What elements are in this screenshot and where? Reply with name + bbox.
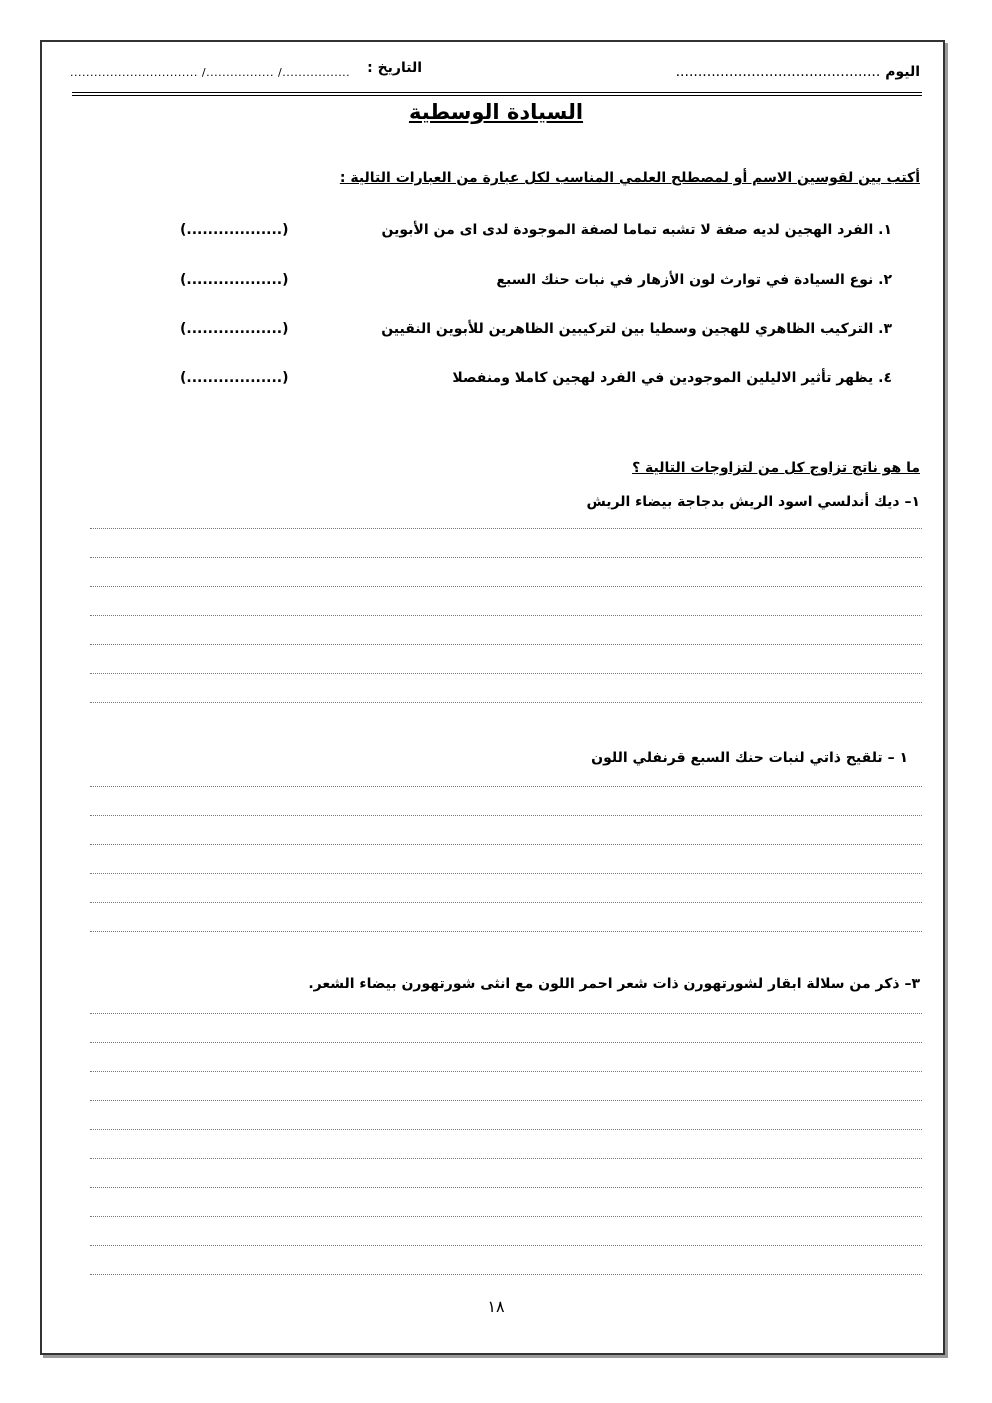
answer-line[interactable] [90, 815, 922, 816]
item-text: نوع السيادة في توارث لون الأزهار في نبات حنك السبع [496, 272, 874, 288]
answer-line[interactable] [90, 1071, 922, 1072]
answer-line[interactable] [90, 1274, 922, 1275]
item-text: التركيب الظاهري للهجين وسطيا بين لتركيبين الظاهرين للأبوين النقيين [381, 321, 874, 337]
answer-line[interactable] [90, 702, 922, 703]
answer-line[interactable] [90, 644, 922, 645]
date-dots: ................................ /................. /................. [70, 66, 351, 79]
date-label: التاريخ : [367, 60, 422, 76]
question-2: ١ – تلقيح ذاتي لنبات حنك السبع قرنفلي اللون [591, 750, 908, 766]
item-number: ٢. [878, 272, 892, 288]
answer-line[interactable] [90, 1013, 922, 1014]
answer-line[interactable] [90, 1187, 922, 1188]
item-text: يظهر تأثير الاليلين الموجودين في الفرد لهجين كاملا ومنفصلا [452, 370, 874, 386]
answer-line[interactable] [90, 786, 922, 787]
answer-line[interactable] [90, 1158, 922, 1159]
answer-line[interactable] [90, 1100, 922, 1101]
answer-line[interactable] [90, 1216, 922, 1217]
answer-line[interactable] [90, 586, 922, 587]
header-rule-bottom [72, 95, 922, 96]
item-number: ٣. [878, 321, 892, 337]
page-number: ١٨ [487, 1297, 505, 1316]
answer-line[interactable] [90, 1245, 922, 1246]
list-item [382, 222, 892, 238]
page-title: السيادة الوسطية [408, 100, 584, 124]
answer-line[interactable] [90, 902, 922, 903]
answer-line[interactable] [90, 557, 922, 558]
section1-instruction: أكتب بين لقوسين الاسم أو لمصطلح العلمي المناسب لكل عبارة من العبارات التالية : [339, 170, 920, 186]
answer-line[interactable] [90, 931, 922, 932]
list-item [381, 321, 892, 337]
item-number: ١. [878, 222, 892, 238]
question-3: ٣– ذكر من سلالة ابقار لشورتهورن ذات شعر احمر اللون مع انثى شورتهورن بيضاء الشعر. [308, 976, 920, 992]
answer-line[interactable] [90, 873, 922, 874]
day-dots: .............................................. [675, 64, 881, 80]
question-1: ١– ديك أندلسي اسود الريش بدجاجة بيضاء الريش [586, 494, 920, 510]
answer-blank: (..................) [180, 321, 289, 337]
answer-blank: (..................) [180, 370, 289, 386]
answer-line[interactable] [90, 1042, 922, 1043]
answer-line[interactable] [90, 528, 922, 529]
section2-instruction: ما هو ناتج تزاوج كل من لتزاوجات التالية ؟ [632, 460, 920, 476]
answer-line[interactable] [90, 844, 922, 845]
answer-line[interactable] [90, 615, 922, 616]
header-rule-top [72, 92, 922, 93]
item-number: ٤. [878, 370, 892, 386]
answer-line[interactable] [90, 1129, 922, 1130]
item-text: الفرد الهجين لديه صفة لا تشبه تماما لصفة الموجودة لدى اى من الأبوين [381, 222, 874, 238]
day-field [676, 64, 920, 80]
day-label: اليوم [885, 64, 920, 80]
answer-blank: (..................) [180, 222, 289, 238]
answer-blank: (..................) [180, 272, 289, 288]
answer-line[interactable] [90, 673, 922, 674]
list-item [452, 370, 892, 386]
list-item [496, 272, 892, 288]
